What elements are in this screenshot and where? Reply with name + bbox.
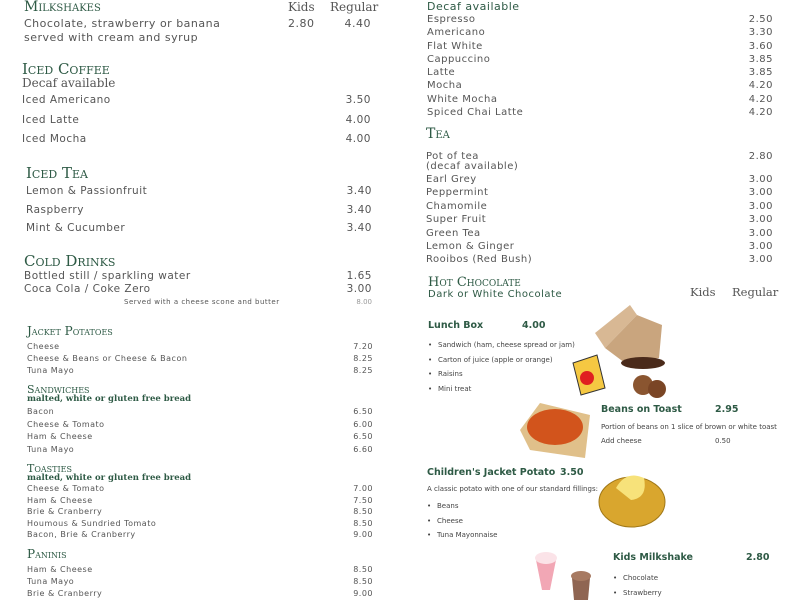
menu-item [24,270,372,283]
jacket-potato-image [596,468,668,530]
item-name: Espresso [427,14,476,25]
toasties-list [27,484,373,542]
menu-item [426,214,773,227]
item-price: 3.00 [748,254,773,266]
item-name: Brie & Cranberry [27,589,103,599]
menu-item [427,41,773,54]
menu-item [22,94,371,114]
lunch-box-title: Lunch Box [428,320,484,331]
milkshake-regular-price: 4.40 [344,17,371,30]
jacket-list [27,342,373,379]
item-price: 4.00 [345,113,371,126]
beans-on-toast-image [515,400,593,460]
sandwiches-note: malted, white or gluten free bread [27,394,192,404]
iced-coffee-note: Decaf available [22,76,116,90]
item-price: 3.00 [748,187,773,199]
menu-item [426,228,773,241]
pot-of-tea [426,152,773,172]
item-name: Peppermint [426,187,489,199]
paninis-list [27,565,373,602]
item-price: 6.00 [353,419,373,429]
menu-item [24,283,372,296]
milkshake-kids-price: 2.80 [288,17,315,30]
item-price: 3.40 [346,222,372,234]
item-price: 8.25 [353,354,373,364]
item-price: 9.00 [353,589,373,599]
potato-title: Children's Jacket Potato [427,467,556,478]
bullet-item: • Chocolate [613,571,662,586]
beans-extra-price: 0.50 [715,437,731,445]
item-price: 6.50 [353,432,373,442]
item-name: Houmous & Sundried Tomato [27,518,157,528]
iced-tea-list [26,185,372,241]
cold-drinks-list [24,270,372,296]
item-name: Chamomile [426,200,488,212]
item-price: 8.50 [353,565,373,574]
item-name: Iced Mocha [22,133,87,146]
item-price: 7.20 [353,342,373,351]
item-price: 2.50 [748,14,773,25]
kids-milkshake-price: 2.80 [746,552,770,563]
item-name: Super Fruit [426,214,487,226]
milkshake-image [528,540,603,600]
item-price: 9.00 [353,530,373,539]
item-name: Lemon & Ginger [426,240,515,252]
menu-item [427,27,773,40]
item-name: Ham & Cheese [27,565,93,574]
menu-item [426,187,773,200]
beans-desc: Portion of beans on 1 slice of brown or white toast [601,423,777,431]
coffee-list [427,14,773,120]
milkshake-desc [24,17,220,45]
hot-chocolate-col-regular: Regular [732,285,779,299]
item-name: Latte [427,67,456,79]
item-name: Cheese & Tomato [27,419,105,429]
menu-item [27,342,373,354]
sandwiches-list [27,407,373,457]
menu-item [427,80,773,93]
item-name: Green Tea [426,227,481,239]
item-price: 4.00 [345,133,371,146]
item-price: 4.20 [748,93,773,105]
menu-item [27,366,373,378]
menu-item [27,445,373,458]
menu-item [426,174,773,187]
potato-items [427,499,497,543]
item-price: 3.00 [748,174,773,185]
item-price: 4.20 [748,80,773,92]
item-name: Bottled still / sparkling water [24,270,191,282]
item-name: Bacon [27,407,55,416]
bullet-item: • Sandwich (ham, cheese spread or jam) [428,338,575,353]
menu-item [426,241,773,254]
col-regular: Regular [330,0,379,14]
item-price: 4.20 [748,107,773,119]
hot-chocolate-col-kids: Kids [690,285,716,299]
menu-item [27,484,373,496]
item-price: 3.00 [346,283,372,295]
item-name: Tuna Mayo [27,366,75,376]
item-price: 3.60 [748,40,773,52]
desc-line: served with cream and syrup [24,31,199,44]
menu-item [27,420,373,433]
item-price: 8.25 [353,366,373,376]
beans-extra: Add cheese [601,437,642,445]
item-name: Spiced Chai Latte [427,107,524,119]
item-price: 3.30 [748,27,773,39]
item-name: Lemon & Passionfruit [26,185,148,197]
menu-item [427,54,773,67]
item-price: 8.50 [353,577,373,587]
item-name: Brie & Cranberry [27,507,103,516]
hot-chocolate-heading: Hot Chocolate [428,275,521,290]
bullet-item: • Carton of juice (apple or orange) [428,353,575,368]
overlap-text: Served with a cheese scone and butter [124,298,280,306]
hot-chocolate-note: Dark or White Chocolate [428,289,563,300]
jacket-heading: Jacket Potatoes [27,324,113,338]
menu-item [27,496,373,508]
item-price: 3.85 [748,53,773,65]
item-price: 3.40 [346,203,372,216]
item-name: Cheese & Tomato [27,484,105,493]
item-price: 6.60 [353,444,373,454]
menu-item [22,133,371,153]
menu-item [27,577,373,589]
toasties-note: malted, white or gluten free bread [27,473,192,483]
item-name: Cappuccino [427,53,491,65]
menu-item [27,432,373,445]
menu-item [27,565,373,577]
item-name: Mocha [427,80,463,92]
kids-milkshake-title: Kids Milkshake [613,552,693,563]
item-name: Raspberry [26,203,84,216]
item-name: Flat White [427,40,483,52]
menu-item [427,94,773,107]
desc-line: Chocolate, strawberry or banana [24,17,221,30]
item-name: Iced Latte [22,113,80,126]
item-price: 3.85 [748,67,773,79]
kids-milkshake-items [613,571,662,600]
item-name: White Mocha [427,93,498,105]
overlap-price: 8.00 [356,298,372,306]
menu-item [26,204,372,223]
coffee-note: Decaf available [427,0,520,13]
menu-item [26,185,372,204]
menu-item [27,530,373,542]
item-price: 6.50 [353,407,373,416]
menu-item [26,222,372,241]
col-kids: Kids [288,0,315,14]
iced-coffee-heading: Iced Coffee [22,60,110,78]
menu-item [427,107,773,120]
item-name: Iced Americano [22,94,111,106]
item-name: Americano [427,27,486,39]
item-price: 7.50 [353,495,373,505]
menu-item [27,519,373,531]
item-name: Mint & Cucumber [26,222,126,234]
toasties-heading: Toasties [27,462,72,475]
iced-tea-heading: Iced Tea [26,164,88,182]
beans-title: Beans on Toast [601,404,682,415]
left-upper-menu [0,0,400,296]
pot-note: (decaf available) [426,161,519,172]
item-name: Ham & Cheese [27,432,93,442]
item-name: Ham & Cheese [27,495,93,505]
bullet-item: • Tuna Mayonnaise [427,528,497,543]
item-name: Earl Grey [426,174,477,185]
item-name: Coca Cola / Coke Zero [24,283,151,295]
item-price: 3.00 [748,200,773,212]
sandwiches-heading: Sandwiches [27,383,90,396]
item-name: Cheese [27,342,60,351]
item-name: Tuna Mayo [27,444,75,454]
item-price: 7.00 [353,484,373,493]
menu-item [426,201,773,214]
lunch-box-image [565,303,673,398]
item-price: 2.80 [748,151,773,162]
cold-drinks-heading: Cold Drinks [24,252,116,270]
menu-item [22,114,371,134]
item-price: 3.40 [346,185,372,197]
iced-coffee-list [22,94,371,153]
potato-price: 3.50 [560,467,584,478]
paninis-heading: Paninis [27,547,67,561]
bullet-item: • Raisins [428,367,575,382]
lunch-box-items [428,338,575,396]
item-name: Bacon, Brie & Cranberry [27,530,136,539]
milkshakes-heading: Milkshakes [24,0,101,15]
bullet-item: • Mini treat [428,382,575,397]
item-price: 3.00 [748,240,773,252]
beans-price: 2.95 [715,404,739,415]
item-price: 8.50 [353,518,373,528]
tea-heading: Tea [426,126,450,142]
menu-item [27,507,373,519]
item-name: Cheese & Beans or Cheese & Bacon [27,354,188,364]
tea-list [426,174,773,268]
menu-item [27,407,373,420]
menu-item [427,67,773,80]
menu-item [427,14,773,27]
item-price: 3.00 [748,227,773,239]
bullet-item: • Beans [427,499,497,514]
item-name: Rooibos (Red Bush) [426,254,533,266]
menu-item [27,354,373,366]
item-price: 1.65 [346,270,372,282]
item-price: 8.50 [353,507,373,516]
potato-desc: A classic potato with one of our standard fillings: [427,485,598,493]
bullet-item: • Cheese [427,514,497,529]
item-price: 3.50 [345,94,371,106]
item-name: Tuna Mayo [27,577,75,587]
item-name: Pot of tea [426,151,479,162]
bullet-item: • Strawberry [613,586,662,601]
item-price: 3.00 [748,214,773,226]
lunch-box-price: 4.00 [522,320,546,331]
menu-item [426,254,773,267]
